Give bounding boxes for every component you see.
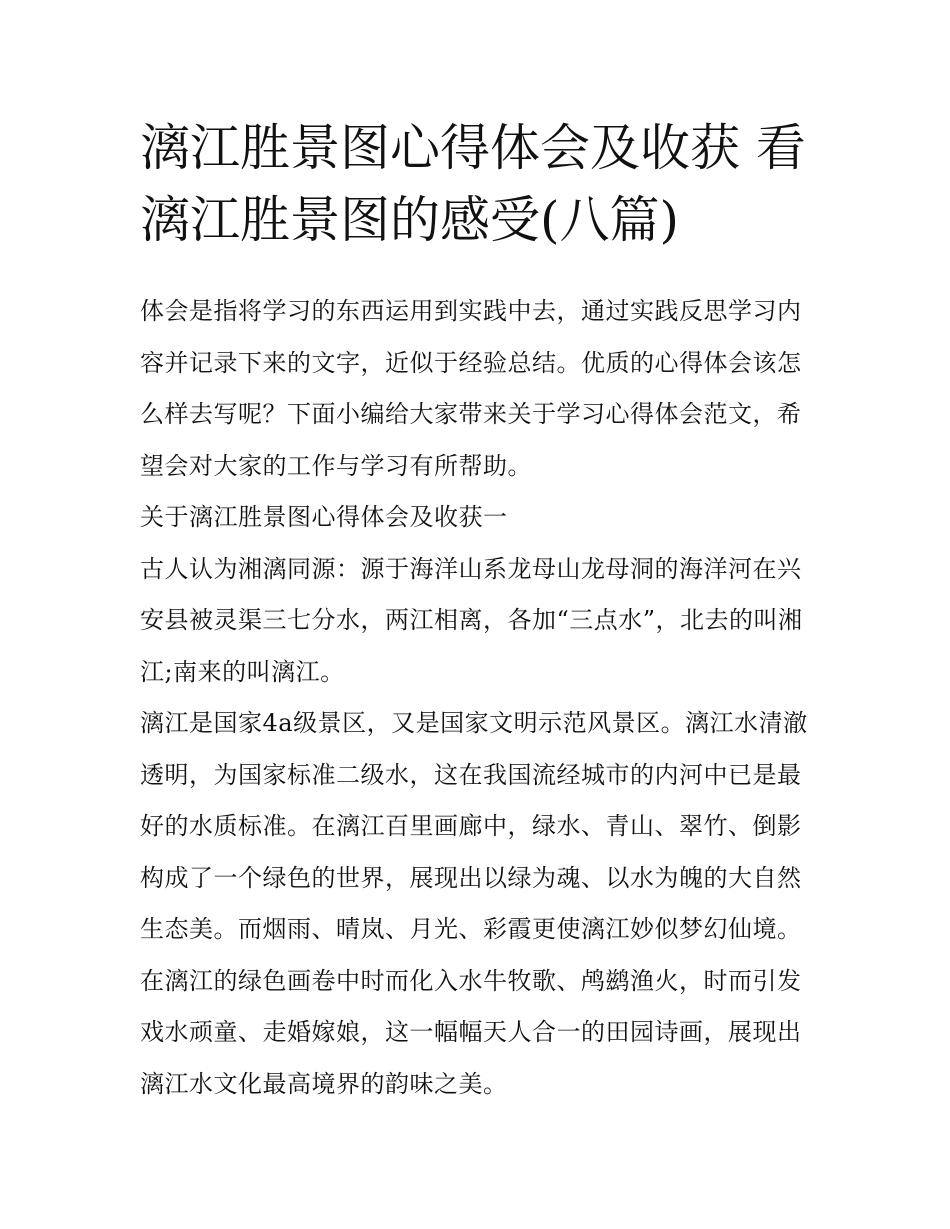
body-paragraph: 漓江是国家4a级景区，又是国家文明示范风景区。漓江水清澈透明，为国家标准二级水，这在我国流经城市的内河中已是最好的水质标准。在漓江百里画廊中，绿水、青山、翠竹、倒影构成了一个绿色的世界，展现出以绿为魂、以水为魄的大自然生态美。而烟雨、晴岚、月光、彩霞更使漓江妙似梦幻仙境。在漓江的绿色画卷中时而化入水牛牧歌、鸬鹚渔火，时而引发戏水顽童、走婚嫁娘，这一幅幅天人合一的田园诗画，展现出漓江水文化最高境界的韵味之美。 — [140, 709, 808, 1098]
section-heading: 关于漓江胜景图心得体会及收获一 — [140, 503, 508, 531]
document-body — [140, 112, 812, 1110]
intro-paragraph: 体会是指将学习的东西运用到实践中去，通过实践反思学习内容并记录下来的文字，近似于经验总结。优质的心得体会该怎么样去写呢？下面小编给大家带来关于学习心得体会范文，希望会对大家的工作与学习有所帮助。 — [140, 297, 802, 480]
document-title: 漓江胜景图心得体会及收获 看漓江胜景图的感受(八篇) — [140, 119, 806, 249]
body-paragraph: 古人认为湘漓同源：源于海洋山系龙母山龙母洞的海洋河在兴安县被灵渠三七分水，两江相离，各加“三点水”，北去的叫湘江;南来的叫漓江。 — [140, 554, 803, 686]
